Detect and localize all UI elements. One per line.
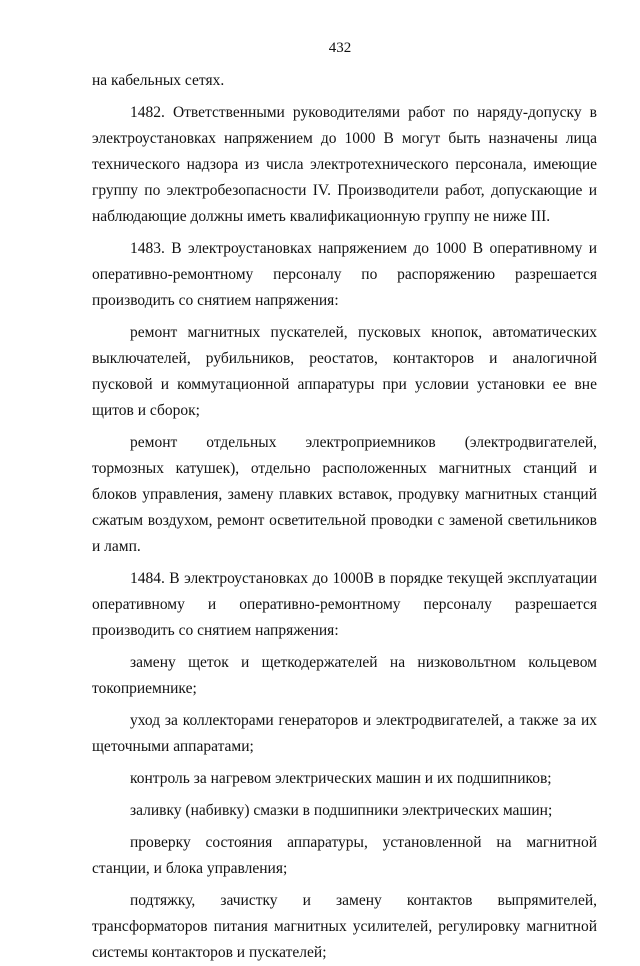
document-body xyxy=(92,68,597,966)
list-item-collectors: уход за коллекторами генераторов и электродвигателей, а также за их щеточными аппаратами; xyxy=(92,712,597,755)
list-item-lubrication: заливку (набивку) смазки в подшипники электрических машин; xyxy=(130,802,553,819)
paragraph-1484: 1484. В электроустановках до 1000В в порядке текущей эксплуатации оперативному и оперативно-ремонтному персоналу разрешается производить со снятием напряжения: xyxy=(92,570,597,639)
list-item-repair-starters: ремонт магнитных пускателей, пусковых кнопок, автоматических выключателей, рубильников, реостатов, контакторов и аналогичной пусковой и коммутационной аппаратуры при условии установки ее вне щитов и сборок; xyxy=(92,324,597,419)
list-item-repair-receivers: ремонт отдельных электроприемников (электродвигателей, тормозных катушек), отдельно расположенных магнитных станций и блоков управления, замену плавких вставок, продувку магнитных станций сжатым воздухом, ремонт осветительной проводки с заменой светильников и ламп. xyxy=(92,434,597,555)
list-item-brushes: замену щеток и щеткодержателей на низковольтном кольцевом токоприемнике; xyxy=(92,654,597,697)
list-item-equipment-check: проверку состояния аппаратуры, установленной на магнитной станции, и блока управления; xyxy=(92,834,597,877)
paragraph-1482: 1482. Ответственными руководителями работ по наряду-допуску в электроустановках напряжением до 1000 В могут быть назначены лица технического надзора из числа электротехнического персонала, имеющие группу по электробезопасности IV. Производители работ, допускающие и наблюдающие должны иметь квалификационную группу не ниже III. xyxy=(92,104,597,225)
paragraph-continuation: на кабельных сетях. xyxy=(92,72,225,89)
list-item-heating-control: контроль за нагревом электрических машин и их подшипников; xyxy=(130,770,552,787)
paragraph-1483: 1483. В электроустановках напряжением до 1000 В оперативному и оперативно-ремонтному персоналу по распоряжению разрешается производить со снятием напряжения: xyxy=(92,240,597,309)
page-number: 432 xyxy=(328,40,352,56)
list-item-contacts: подтяжку, зачистку и замену контактов выпрямителей, трансформаторов питания магнитных усилителей, регулировку магнитной системы контакторов и пускателей; xyxy=(92,892,597,961)
